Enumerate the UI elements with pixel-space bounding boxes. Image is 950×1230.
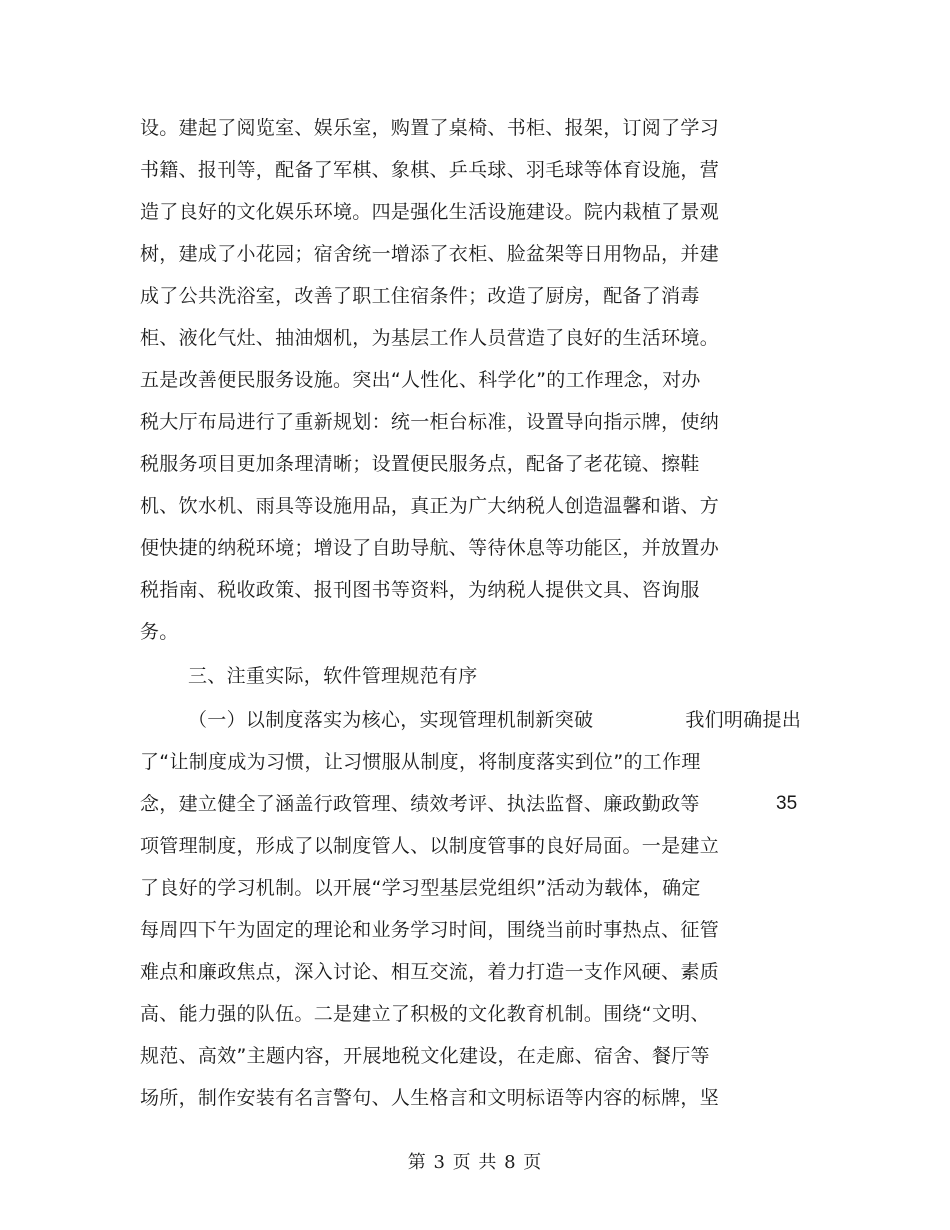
subsection-heading: （一）以制度落实为核心，实现管理机制新突破: [188, 709, 594, 731]
body-line: 高、能力强的队伍。二是建立了积极的文化教育机制。围绕“文明、: [140, 1003, 710, 1025]
body-line: 税指南、税收政策、报刊图书等资料，为纳税人提供文具、咨询服: [140, 579, 700, 601]
body-line: 每周四下午为固定的理论和业务学习时间，围绕当前时事热点、征管: [140, 919, 720, 941]
body-line: 场所，制作安装有名言警句、人生格言和文明标语等内容的标牌，坚: [140, 1087, 720, 1109]
subsection-lead: 我们明确提出: [685, 709, 802, 731]
body-line: 柜、液化气灶、抽油烟机，为基层工作人员营造了良好的生活环境。: [140, 327, 720, 349]
body-line: 树，建成了小花园；宿舍统一增添了衣柜、脸盆架等日用物品，并建: [140, 243, 720, 265]
body-line: 五是改善便民服务设施。突出“人性化、科学化”的工作理念，对办: [140, 369, 701, 391]
body-line: 税服务项目更加条理清晰；设置便民服务点，配备了老花镜、擦鞋: [140, 453, 700, 475]
body-line: 规范、高效”主题内容，开展地税文化建设，在走廊、宿舍、餐厅等: [140, 1045, 710, 1067]
body-line: 了“让制度成为习惯，让习惯服从制度，将制度落实到位”的工作理: [140, 751, 701, 773]
body-line: 成了公共洗浴室，改善了职工住宿条件；改造了厨房，配备了消毒: [140, 285, 700, 307]
body-line: 便快捷的纳税环境；增设了自助导航、等待休息等功能区，并放置办: [140, 537, 720, 559]
body-line: 项管理制度，形成了以制度管人、以制度管事的良好局面。一是建立: [140, 835, 720, 857]
body-line: 书籍、报刊等，配备了军棋、象棋、乒乓球、羽毛球等体育设施，营: [140, 159, 720, 181]
body-line: 造了良好的文化娱乐环境。四是强化生活设施建设。院内栽植了景观: [140, 201, 720, 223]
section-heading: 三、注重实际，软件管理规范有序: [188, 665, 478, 687]
subsection-line: [188, 708, 801, 732]
body-line: 设。建起了阅览室、娱乐室，购置了桌椅、书柜、报架，订阅了学习: [140, 117, 720, 139]
body-line: 念，建立健全了涵盖行政管理、绩效考评、执法监督、廉政勤政等: [140, 793, 700, 815]
body-line: 难点和廉政焦点，深入讨论、相互交流，着力打造一支作风硬、素质: [140, 961, 720, 983]
page-footer: 第 3 页 共 8 页: [407, 1152, 543, 1173]
body-line: 务。: [140, 621, 179, 643]
body-line: 机、饮水机、雨具等设施用品，真正为广大纳税人创造温馨和谐、方: [140, 495, 720, 517]
margin-number: 35: [776, 793, 798, 814]
body-line: 税大厅布局进行了重新规划：统一柜台标准，设置导向指示牌，使纳: [140, 411, 720, 433]
body-line: 了良好的学习机制。以开展“学习型基层党组织”活动为载体，确定: [140, 877, 701, 899]
